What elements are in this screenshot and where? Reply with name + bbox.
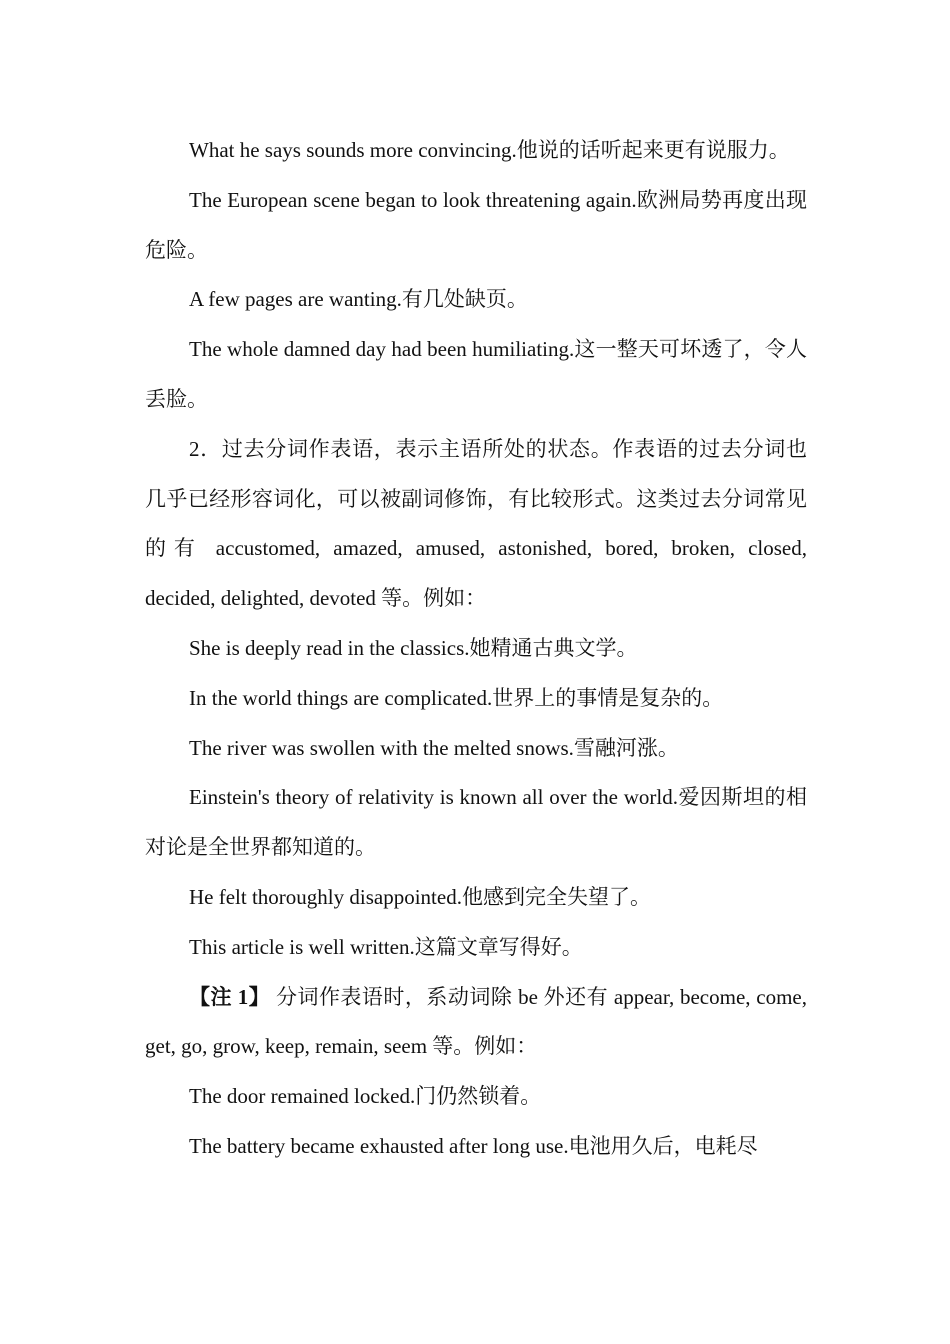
example-sentence: In the world things are complicated.世界上的事情是复杂的。: [189, 685, 724, 710]
example-sentence: What he says sounds more convincing.他说的话听起来更有说服力。: [189, 138, 790, 162]
section-explanation: 2．过去分词作表语，表示主语所处的状态。作表语的过去分词也几乎已经形容词化，可以被副词修饰，有比较形式。这类过去分词常见的有 accustomed, amazed, amused, astonished, bored, broken, closed, decided, delighted, devoted 等。例如：: [145, 436, 807, 611]
note-paragraph: [145, 973, 807, 1073]
example-sentence: Einstein's theory of relativity is known all over the world.爱因斯坦的相对论是全世界都知道的。: [145, 785, 807, 860]
note-label: 【注 1】: [189, 984, 271, 1009]
example-sentence: This article is well written.这篇文章写得好。: [189, 934, 583, 959]
document-body: [145, 126, 807, 1172]
example-sentence: She is deeply read in the classics.她精通古典文学。: [189, 635, 638, 660]
example-sentence: He felt thoroughly disappointed.他感到完全失望了。: [189, 884, 651, 909]
example-sentence: The river was swollen with the melted snows.雪融河涨。: [189, 735, 679, 760]
example-sentence: The whole damned day had been humiliating.这一整天可坏透了，令人丢脸。: [145, 337, 807, 411]
example-sentence: The door remained locked.门仍然锁着。: [189, 1084, 542, 1109]
example-sentence: The battery became exhausted after long use.电池用久后，电耗尽: [189, 1133, 758, 1158]
example-sentence: The European scene began to look threatening again.欧洲局势再度出现危险。: [145, 187, 807, 262]
example-sentence: A few pages are wanting.有几处缺页。: [189, 287, 528, 312]
note-text: 分词作表语时，系动词除 be 外还有 appear, become, come, get, go, grow, keep, remain, seem 等。例如：: [145, 984, 808, 1059]
